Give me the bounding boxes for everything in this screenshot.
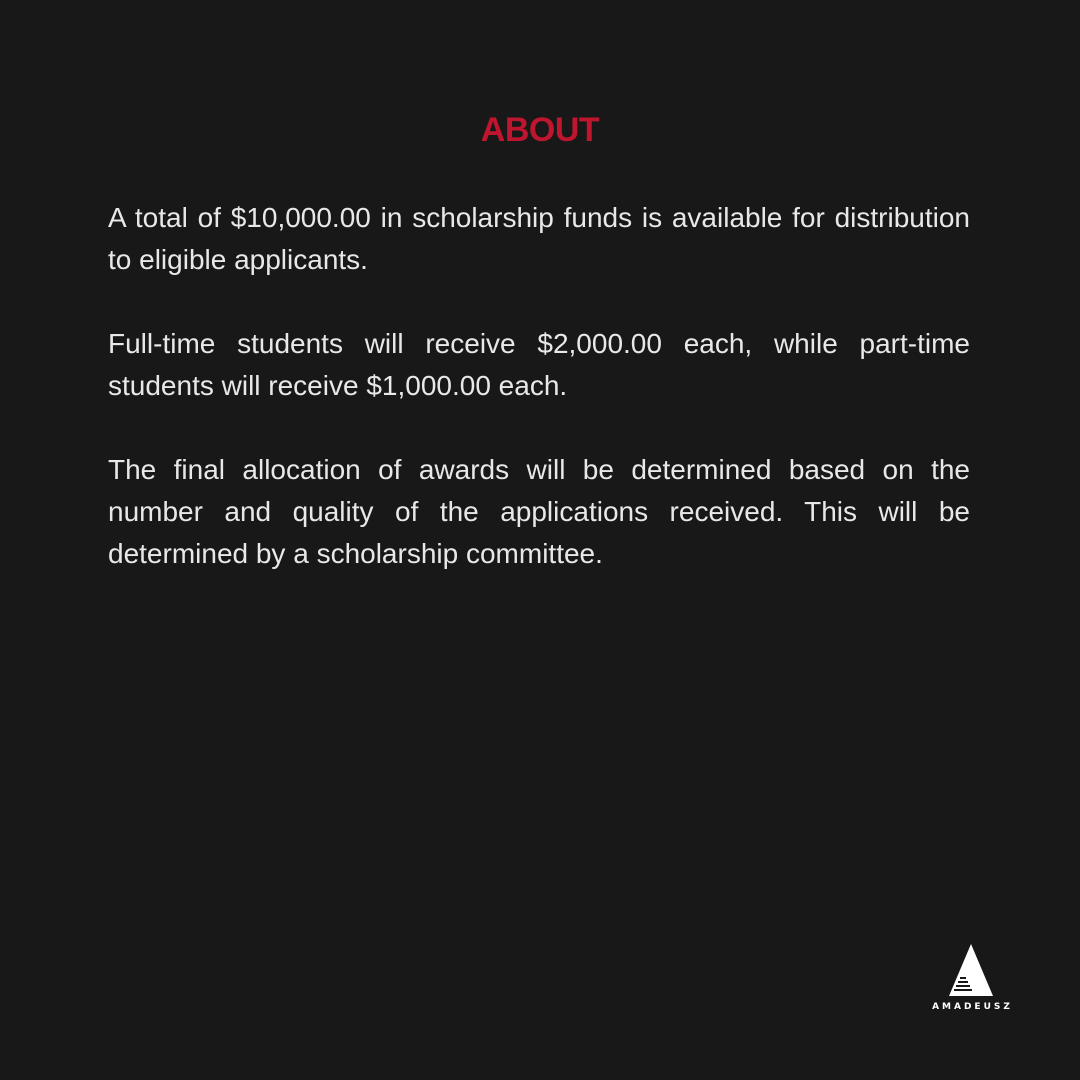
- triangle-a-icon: [949, 944, 993, 996]
- paragraph-allocation: The final allocation of awards will be determined based on the number and quality of the applications received. This will be determined by a scholarship committee.: [108, 454, 970, 569]
- brand-logo: [926, 944, 1016, 1016]
- page-title: ABOUT: [480, 111, 600, 149]
- paragraph-award-amounts: Full-time students will receive $2,000.00 each, while part-time students will receive $1,000.00 each.: [108, 328, 970, 401]
- logo-wordmark: AMADEUSZ: [932, 1002, 1013, 1012]
- about-body: [108, 197, 970, 617]
- paragraph-total-funds: A total of $10,000.00 in scholarship funds is available for distribution to eligible applicants.: [108, 202, 970, 275]
